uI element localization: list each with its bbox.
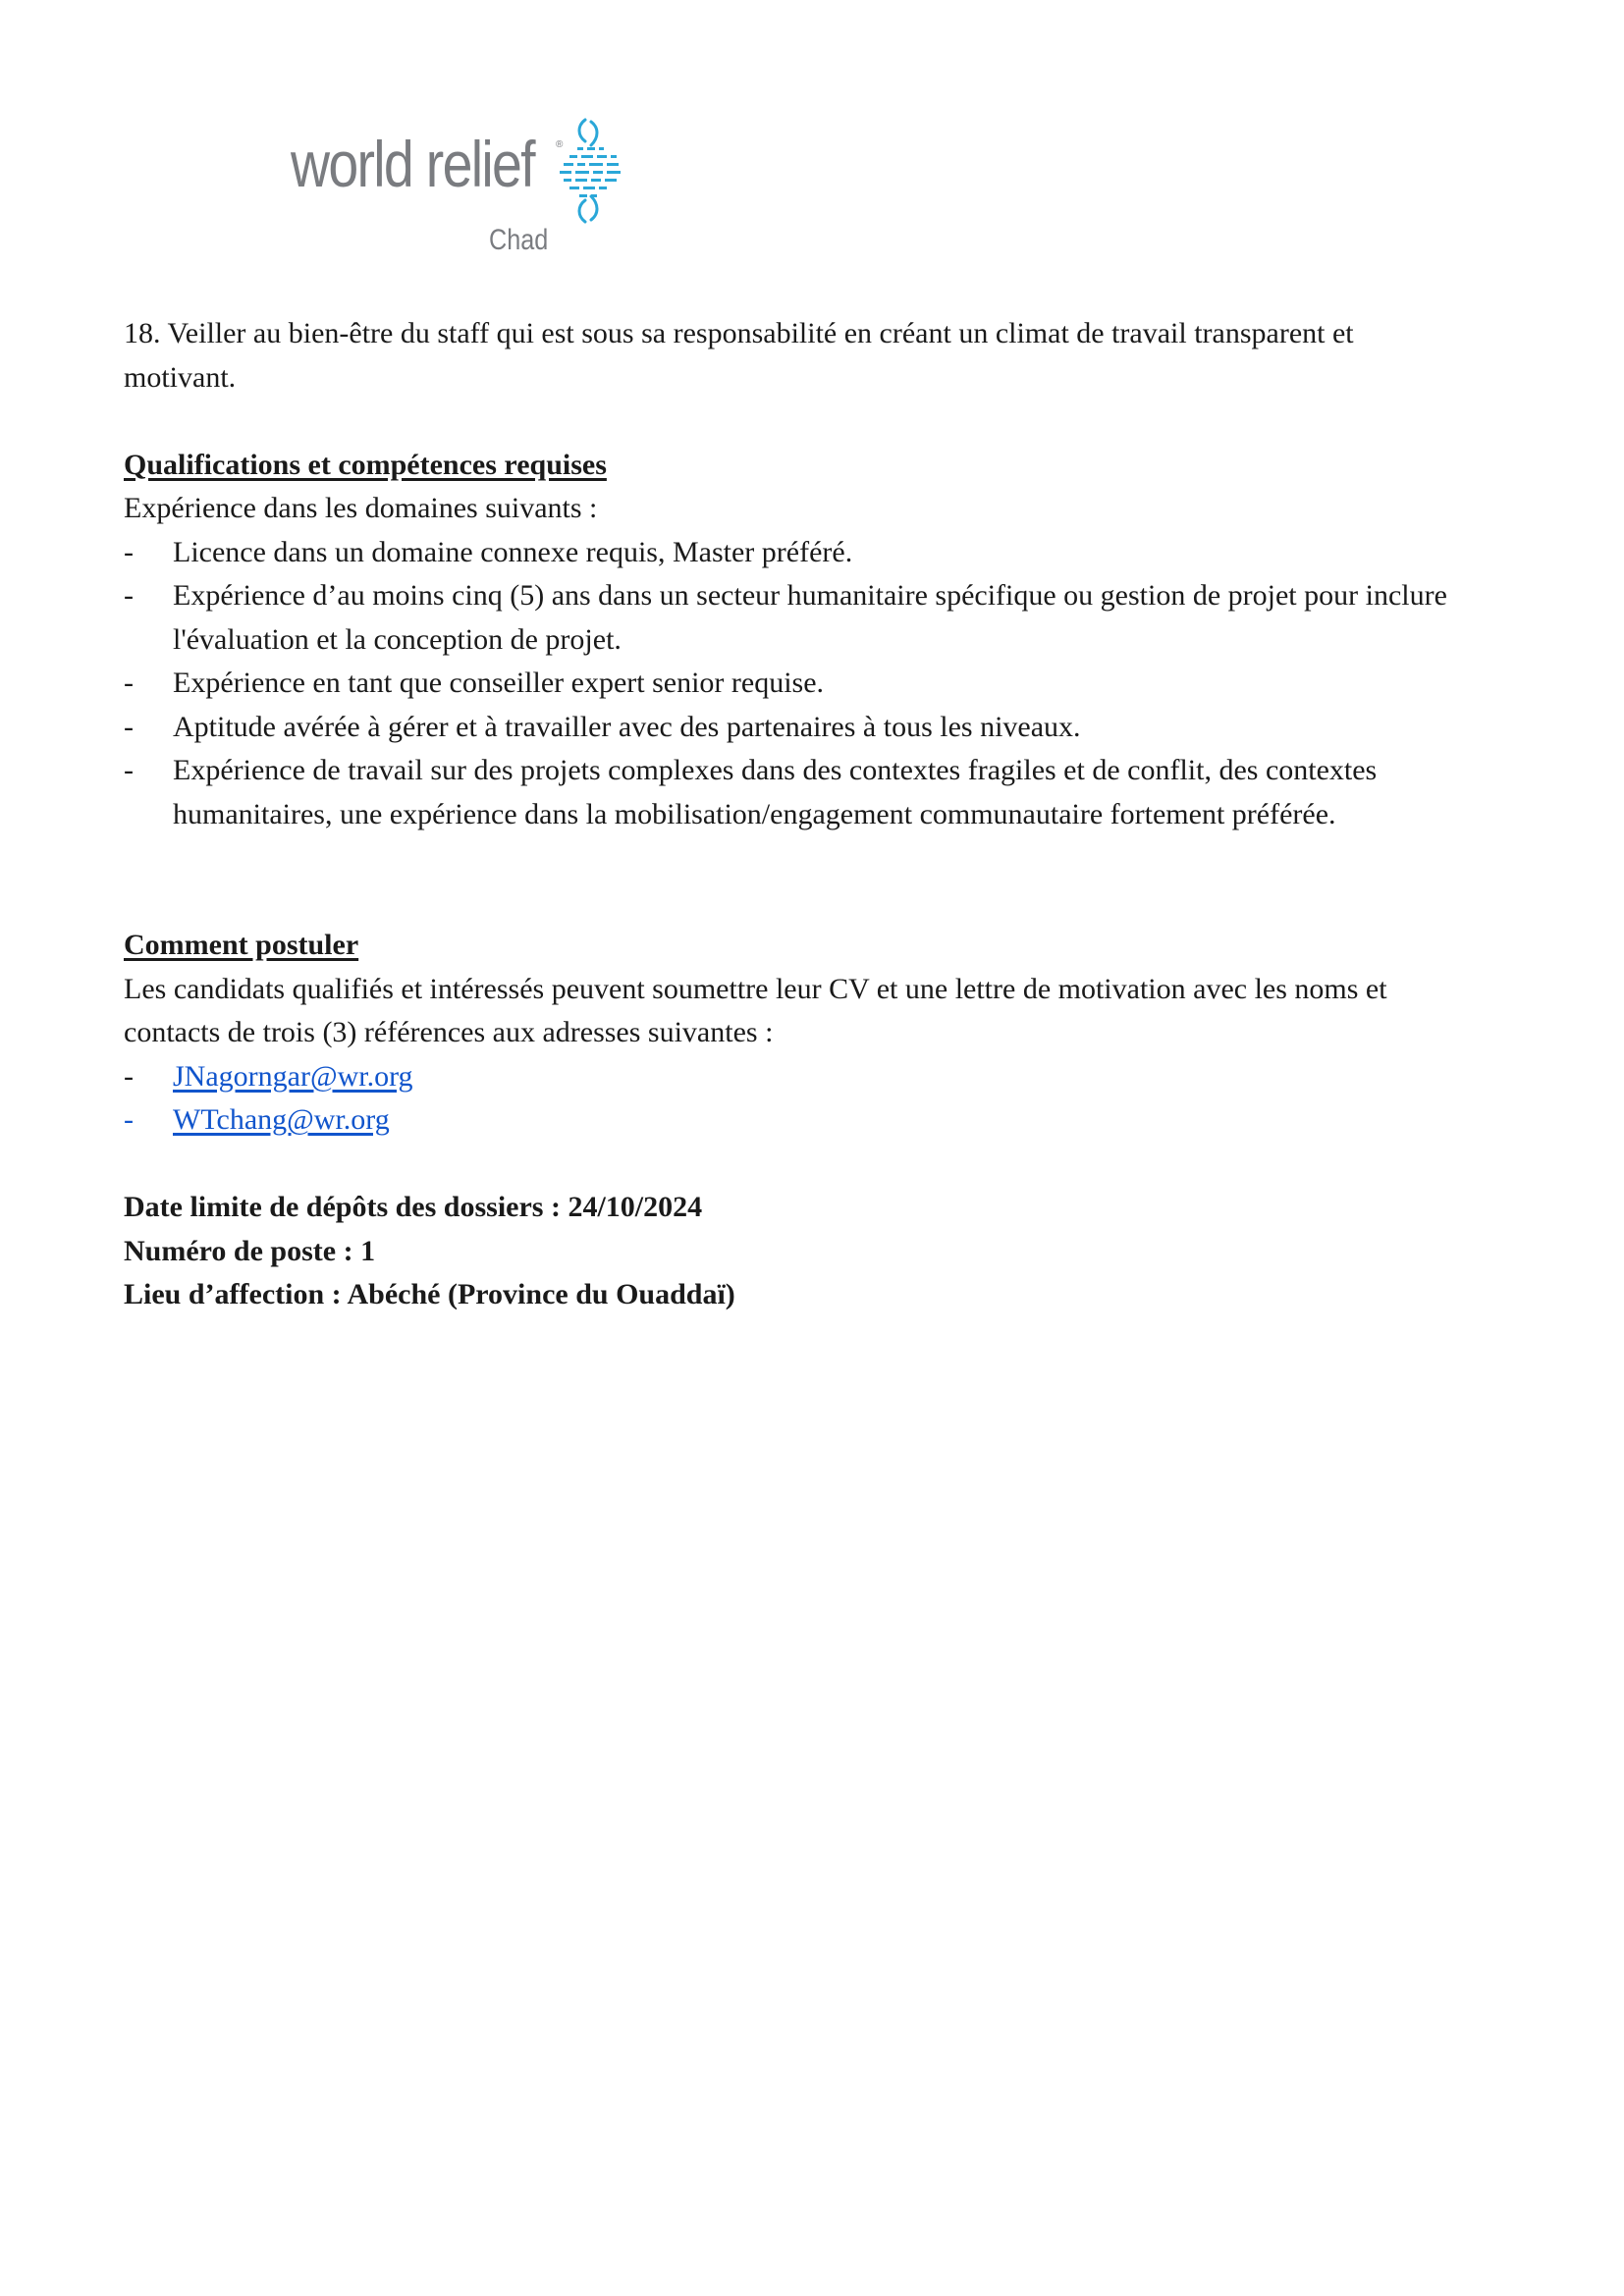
apply-heading: Comment postuler xyxy=(124,929,359,961)
list-item xyxy=(124,574,1449,662)
bullet-dash: - xyxy=(124,579,134,612)
bullet-dash: - xyxy=(124,710,134,743)
list-item-text: Expérience en tant que conseiller expert senior requise. xyxy=(173,667,825,699)
list-item-text: Aptitude avérée à gérer et à travailler avec des partenaires à tous les niveaux. xyxy=(173,710,1081,743)
logo-wordmark: world relief xyxy=(291,128,534,200)
email-link-jnagorngar[interactable]: JNagorngar@wr.org xyxy=(173,1059,413,1093)
email-link-wtchang[interactable]: WTchang@wr.org xyxy=(173,1103,390,1136)
logo-registered-mark: ® xyxy=(556,139,564,150)
bullet-dash: - xyxy=(124,667,134,699)
qualifications-lead: Expérience dans les domaines suivants : xyxy=(124,492,598,524)
bullet-dash: - xyxy=(124,1059,134,1093)
position-count-line: Numéro de poste : 1 xyxy=(124,1234,376,1267)
list-item xyxy=(124,1055,1449,1099)
cross-emblem-icon xyxy=(556,112,624,230)
responsibility-item-18: 18. Veiller au bien-être du staff qui est sous sa responsabilité en créant un climat de travail transparent et motivant. xyxy=(124,317,1354,394)
list-item-text: Expérience de travail sur des projets complexes dans des contextes fragiles et de conflit, des contextes humanitaires, une expérience dans la mobilisation/engagement communautaire fortement préférée. xyxy=(173,754,1378,830)
email-list xyxy=(124,1055,1449,1143)
deadline-line: Date limite de dépôts des dossiers : 24/10/2024 xyxy=(124,1191,703,1223)
bullet-dash: - xyxy=(124,754,134,786)
document-body xyxy=(124,312,1449,1317)
list-item xyxy=(124,531,1449,575)
list-item-text: Expérience d’au moins cinq (5) ans dans un secteur humanitaire spécifique ou gestion de projet pour inclure l'évaluation et la conception de projet. xyxy=(173,579,1447,656)
list-item xyxy=(124,1098,1449,1143)
bullet-dash: - xyxy=(124,535,134,568)
logo-country: Chad xyxy=(489,224,549,256)
qualifications-heading: Qualifications et compétences requises xyxy=(124,448,607,481)
bullet-dash: - xyxy=(124,1103,134,1136)
list-item xyxy=(124,749,1449,836)
qualifications-list xyxy=(124,531,1449,837)
apply-instructions: Les candidats qualifiés et intéressés peuvent soumettre leur CV et une lettre de motivation avec les noms et contacts de trois (3) références aux adresses suivantes : xyxy=(124,972,1387,1048)
list-item-text: Licence dans un domaine connexe requis, Master préféré. xyxy=(173,535,853,568)
list-item xyxy=(124,706,1449,750)
location-line: Lieu d’affection : Abéché (Province du Ouaddaï) xyxy=(124,1278,735,1310)
list-item xyxy=(124,662,1449,706)
world-relief-logo xyxy=(291,106,634,263)
